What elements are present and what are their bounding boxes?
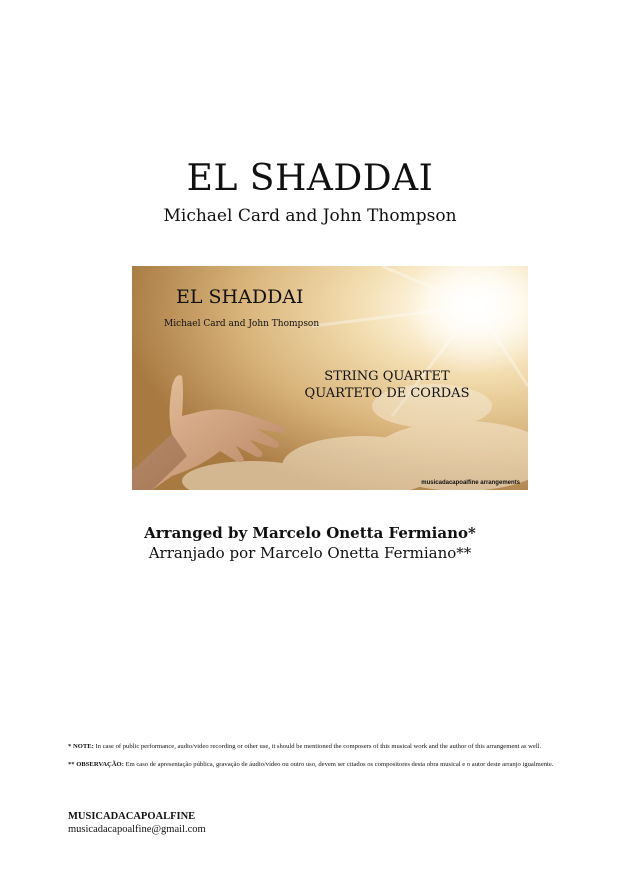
cover-image [132, 266, 528, 490]
page-title: EL SHADDAI [186, 158, 434, 199]
note-portuguese [68, 760, 568, 769]
cover-composers: Michael Card and John Thompson [164, 319, 320, 329]
contact-email[interactable]: musicadacapoalfine@gmail.com [68, 824, 206, 835]
cover-ensemble-pt: QUARTETO DE CORDAS [304, 386, 470, 401]
arranger-portuguese: Arranjado por Marcelo Onetta Fermiano** [148, 544, 472, 562]
composers-subtitle: Michael Card and John Thompson [163, 206, 457, 226]
cover-credit: musicadacapoalfine arrangements [421, 480, 520, 486]
cover-ensemble-en: STRING QUARTET [324, 369, 450, 384]
notes-section [68, 742, 568, 778]
note-english [68, 742, 568, 751]
arranger-english: Arranged by Marcelo Onetta Fermiano* [144, 524, 476, 542]
note-english-label: * NOTE: [68, 743, 94, 750]
note-portuguese-text: Em caso de apresentação pública, gravação de áudio/vídeo ou outro uso, devem ser citados os compositores desta obra musical e o autor deste arranjo igualmente. [125, 761, 554, 768]
cover-ensemble [272, 368, 502, 402]
note-english-text: In case of public performance, audio/video recording or other use, it should be mentioned the composers of this musical work and the author of this arrangement as well. [95, 743, 542, 750]
cover-title: EL SHADDAI [176, 286, 304, 308]
note-portuguese-label: ** OBSERVAÇÃO: [68, 761, 124, 768]
brand-name: MUSICADACAPOALFINE [68, 811, 196, 822]
